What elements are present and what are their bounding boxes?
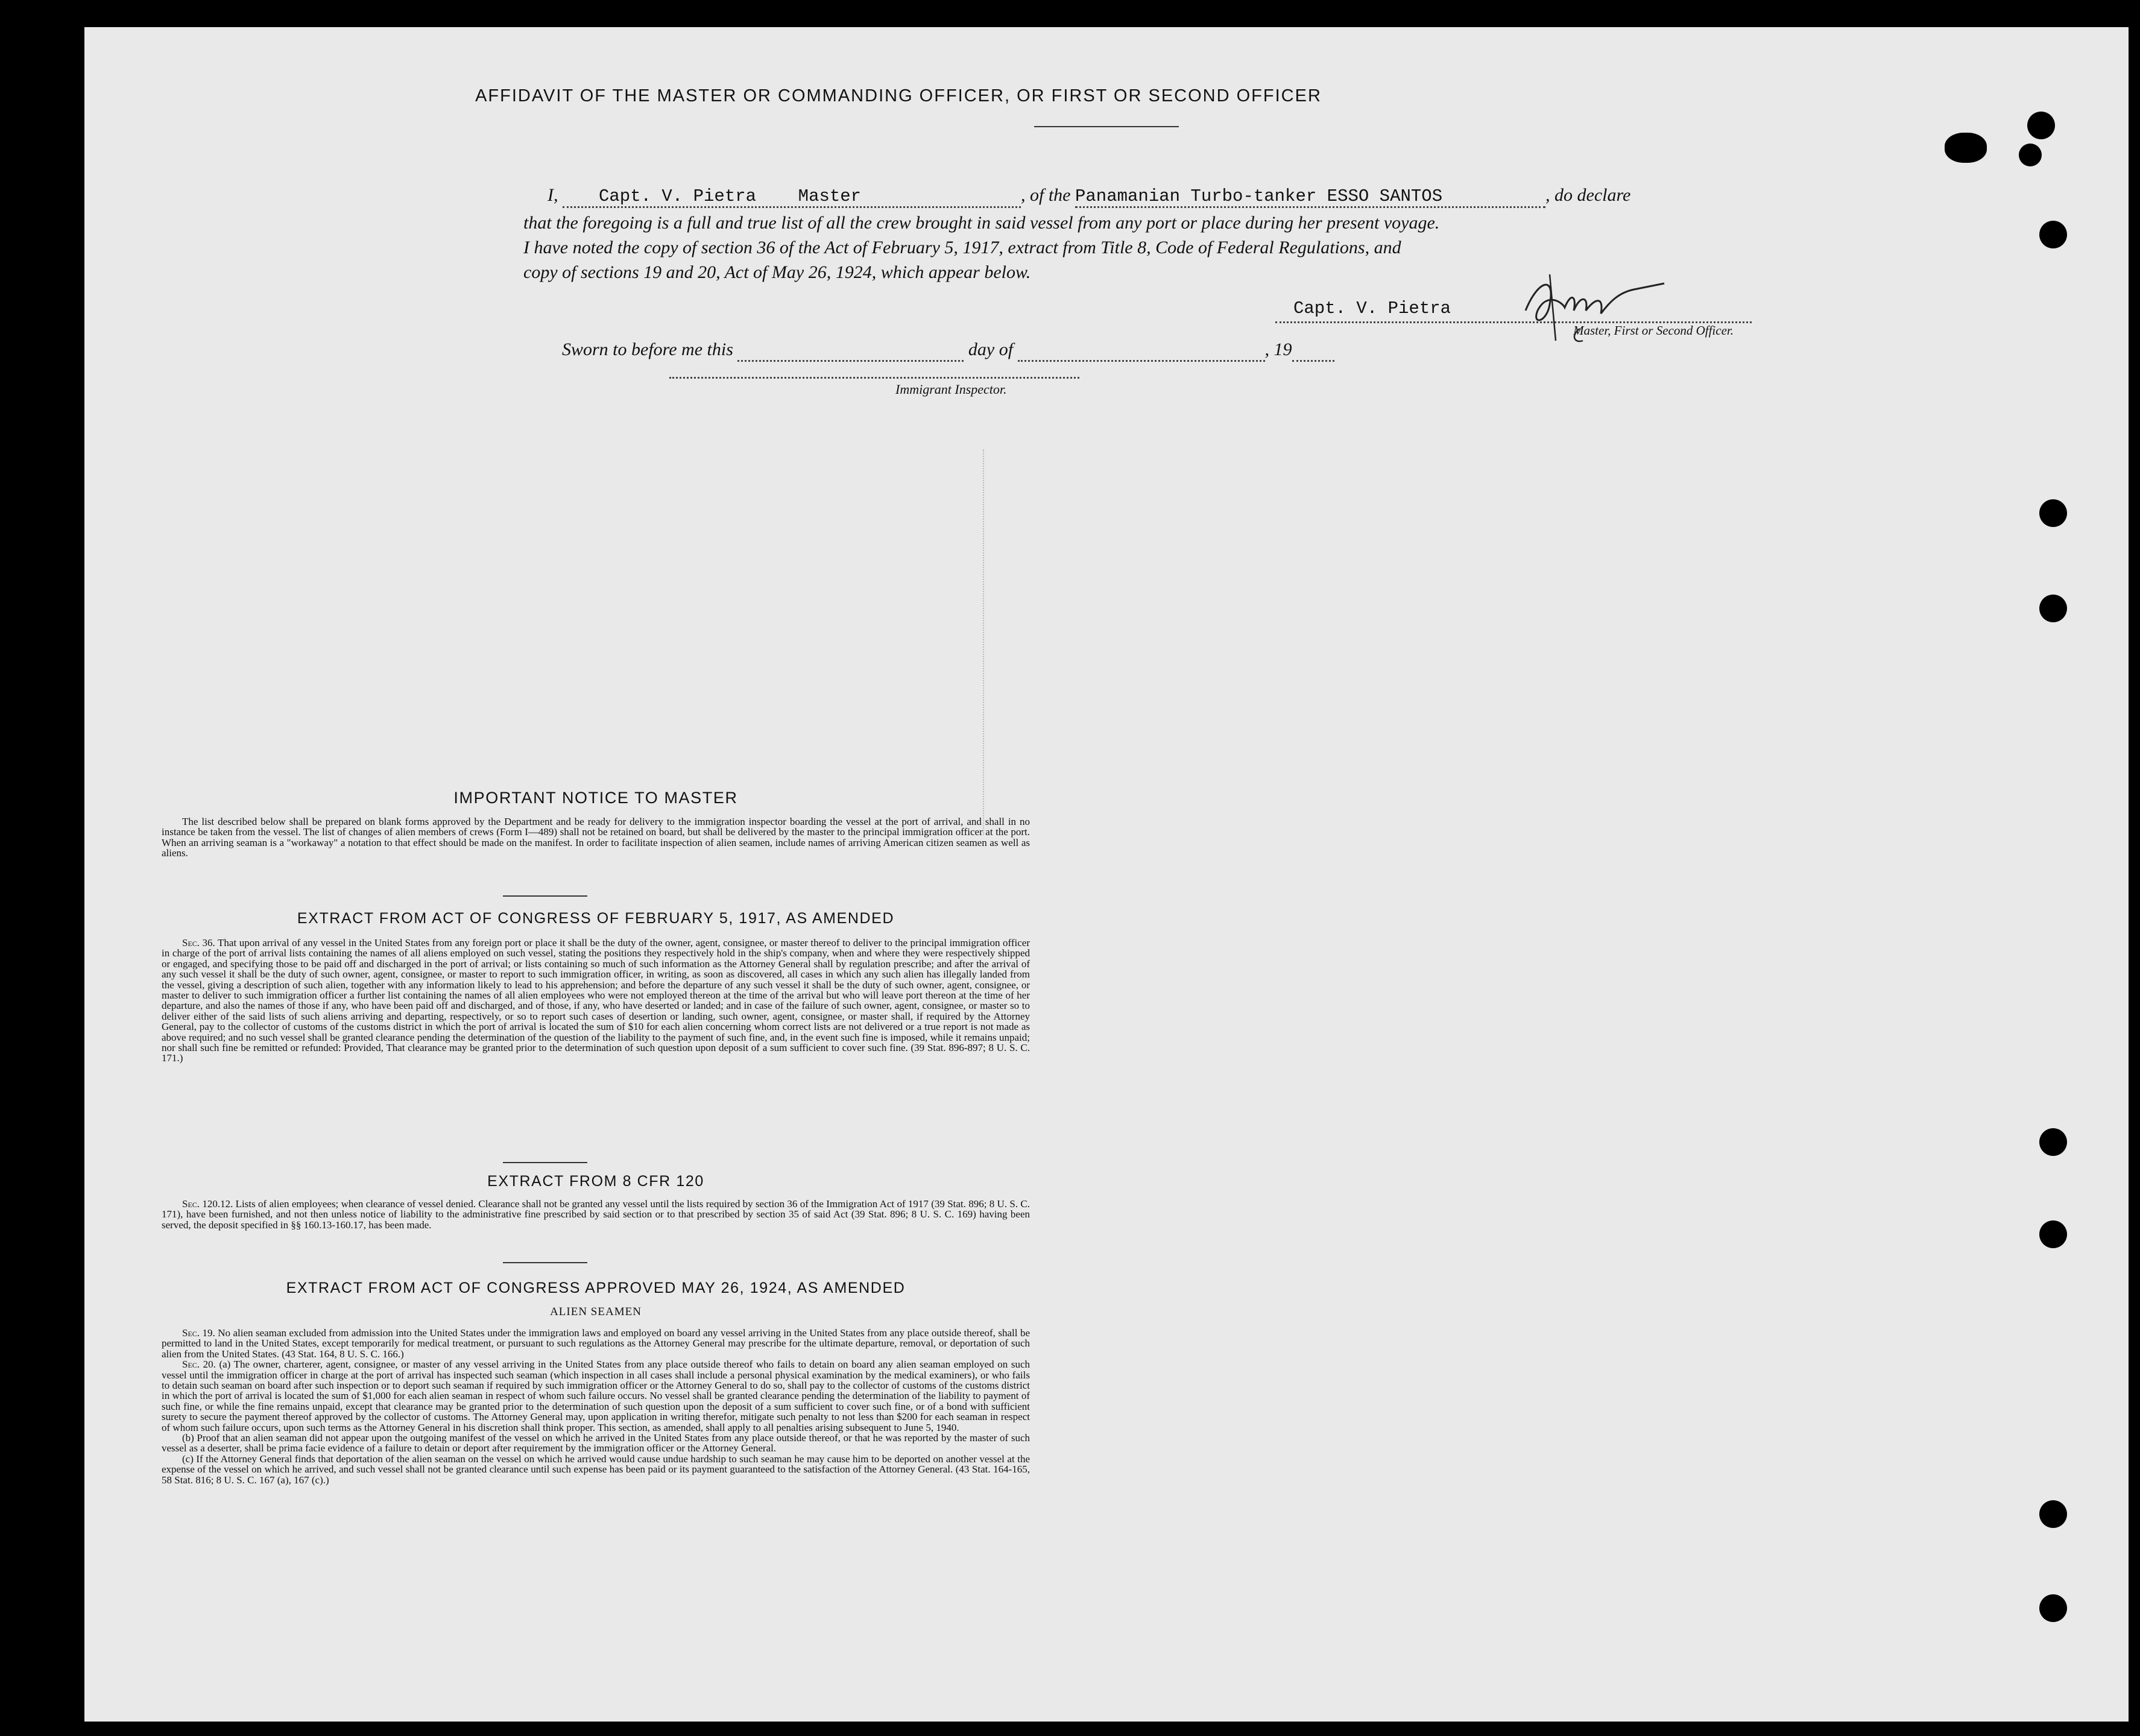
punch-hole-icon bbox=[2039, 499, 2067, 527]
sec-19-paragraph bbox=[162, 1328, 1030, 1359]
sec-19-body: No alien seaman excluded from admission into the United States under the immigration laws and employed on board any vessel arriving in the United States from any place outside thereof, shall be permitted to land in the United States, except temporarily for medical treatment, or pursuant to such regulations as the Attorney General may prescribe for the ultimate departure, removal, or deportation of such alien from the United States. (43 Stat. 164, 8 U. S. C. 166.) bbox=[162, 1327, 1030, 1360]
inspector-caption: Immigrant Inspector. bbox=[895, 382, 1007, 397]
inspector-signature-line bbox=[669, 371, 1079, 379]
sec-20-label: Sec. 20. bbox=[182, 1359, 216, 1371]
sworn-month-field bbox=[1018, 339, 1265, 362]
declaration-line-1 bbox=[548, 185, 1741, 208]
declaration-line-4: copy of sections 19 and 20, Act of May 26, 1924, which appear below. bbox=[523, 262, 1031, 282]
title-divider bbox=[1034, 126, 1179, 127]
extract-1917-title: EXTRACT FROM ACT OF CONGRESS OF FEBRUARY 5, 1917, AS AMENDED bbox=[297, 910, 895, 927]
vessel-field bbox=[1075, 186, 1545, 208]
notice-divider bbox=[503, 895, 587, 897]
vessel-name: Panamanian Turbo-tanker ESSO SANTOS bbox=[1075, 186, 1443, 206]
extract-1917-divider bbox=[503, 1162, 587, 1163]
i-prefix: I, bbox=[548, 185, 558, 205]
sec-20a-paragraph bbox=[162, 1359, 1030, 1433]
sworn-prefix: Sworn to before me this bbox=[562, 339, 733, 359]
sec-36-body: That upon arrival of any vessel in the United States from any foreign port or place it shall be the duty of the owner, agent, consignee, or master thereof to deliver to the principal immigration officer in charge of the port of arrival lists containing the names of all aliens employed on such vessel, stating the positions they respectively hold in the ship's company, when and where they were respectively shipped or engaged, and specifying those to be paid off and discharged in the port of arrival; or lists containing so much of such information as the Attorney General shall by regulation prescribe; and after the arrival of any such vessel it shall be the duty of such owner, agent, consignee, or master to report to such immigration officer, in writing, as soon as discovered, all cases in which any such alien has illegally landed from the vessel, giving a description of such alien, together with any information likely to lead to his apprehension; and before the departure of any such vessel it shall be the duty of such owner, agent, consignee, or master to deliver to such immigration officer a further list containing the names of all alien employees who were not employed thereon at the time of the arrival but who will leave port thereon at the time of her departure, and also the names of those if any, who have been paid off and discharged, and of those, if any, who have deserted or landed; and in case of the failure of such owner, agent, consignee, or master so to deliver either of the said lists of such aliens arriving and departing, respectively, or so to report such cases of desertion or landing, such owner, agent, consignee, or master shall, if required by the Attorney General, pay to the collector of customs of the customs district in which the port of arrival is located the sum of $10 for each alien concerning whom correct lists are not delivered or a true report is not made as above required; and no such vessel shall be granted clearance pending the determination of the question of the liability to the payment of such fine, and, in the event such fine is imposed, while it remains unpaid; nor shall such fine be remitted or refunded: Provided, That clearance may be granted prior to the determination of such question upon deposit of a sum sufficient to cover such fine. (39 Stat. 896-897; 8 U. S. C. 171.) bbox=[162, 937, 1031, 1064]
declarant-name: Capt. V. Pietra bbox=[599, 186, 757, 206]
punch-hole-icon bbox=[2039, 221, 2067, 248]
fold-mark bbox=[983, 449, 984, 835]
signature-caption: Master, First or Second Officer. bbox=[1573, 323, 1734, 338]
punch-hole-icon bbox=[2039, 1220, 2067, 1248]
extract-1924-text bbox=[162, 1328, 1030, 1485]
punch-hole-icon bbox=[2019, 144, 2042, 166]
sworn-day-field bbox=[737, 339, 964, 362]
affidavit-title: AFFIDAVIT OF THE MASTER OR COMMANDING OFFICER, OR FIRST OR SECOND OFFICER bbox=[475, 86, 1322, 106]
punch-hole-icon bbox=[2027, 112, 2055, 139]
declarant-rank: Master bbox=[798, 186, 862, 206]
extract-1917-text bbox=[162, 938, 1030, 1064]
handwritten-signature-icon bbox=[1513, 268, 1670, 353]
signature-block bbox=[1275, 298, 1734, 338]
extract-cfr-title: EXTRACT FROM 8 CFR 120 bbox=[487, 1173, 704, 1190]
sec-19-label: Sec. 19. bbox=[182, 1327, 215, 1339]
of-the-label: , of the bbox=[1021, 185, 1071, 205]
signer-name: Capt. V. Pietra bbox=[1293, 298, 1451, 318]
declaration-line-3: I have noted the copy of section 36 of the Act of February 5, 1917, extract from Title 8, Code of Federal Regulations, and bbox=[523, 238, 1401, 257]
declarant-name-field bbox=[563, 186, 1021, 208]
sworn-year-field bbox=[1292, 339, 1334, 362]
sec-120-body: Lists of alien employees; when clearance of vessel denied. Clearance shall not be granted any vessel until the lists required by section 36 of the Immigration Act of 1917 (39 Stat. 896; 8 U. S. C. 171), have been furnished, and not then unless notice of liability to the administrative fine prescribed by said section or to that prescribed by section 35 of said Act (39 Stat. 896; 8 U. S. C. 169) having been served, the deposit specified in §§ 160.13-160.17, has been made. bbox=[162, 1198, 1030, 1231]
extract-cfr-divider bbox=[503, 1262, 587, 1263]
extract-1924-title: EXTRACT FROM ACT OF CONGRESS APPROVED MAY 26, 1924, AS AMENDED bbox=[286, 1280, 906, 1296]
punch-hole-icon bbox=[2039, 1128, 2067, 1156]
sec-36-label: Sec. 36. bbox=[182, 937, 215, 948]
sec-20b-paragraph: (b) Proof that an alien seaman did not appear upon the outgoing manifest of the vessel on which he arrived in the United States from any place outside thereof, or that he was reported by the master of such vessel as a deserter, shall be prima facie evidence of a failure to detain or deport after requirement by the immigration officer or the Attorney General. bbox=[162, 1432, 1030, 1454]
sec-20a-body: (a) The owner, charterer, agent, consignee, or master of any vessel arriving in the United States from any place outside thereof who fails to detain on board any alien seaman employed on such vessel until the immigration officer in charge at the port of arrival has inspected such seaman (which inspection in all cases shall include a personal physical examination by the medical examiners), or who fails to detain such seaman on board after such inspection or to deport such seaman if required by such immigration officer or the Attorney General to do so, shall pay to the collector of customs of the customs district in which the port of arrival is located the sum of $1,000 for each alien seaman in respect of whom such failure occurs. No vessel shall be granted clearance pending the determination of the liability to payment of such fine, or while the fine remains unpaid, except that clearance may be granted prior to the determination of such question upon the deposit of a sum sufficient to cover such fine, or of a bond with sufficient surety to secure the payment thereof approved by the collector of customs. The Attorney General may, upon application in writing therefor, mitigate such penalty to not less than $200 for each seaman in respect of whom such failure occurs, upon such terms as the Attorney General in his discretion shall think proper. This section, as amended, shall apply to all penalties arising subsequent to June 5, 1940. bbox=[162, 1359, 1030, 1433]
extract-cfr-text bbox=[162, 1199, 1030, 1230]
do-declare-label: , do declare bbox=[1545, 185, 1631, 205]
year-prefix: , 19 bbox=[1264, 339, 1292, 359]
document-page bbox=[84, 27, 2129, 1722]
alien-seamen-subtitle: ALIEN SEAMEN bbox=[550, 1305, 642, 1318]
notice-text: The list described below shall be prepared on blank forms approved by the Department and be ready for delivery to the immigration inspector boarding the vessel at the port of arrival, and shall in no instance be taken from the vessel. The list of changes of alien members of crews (Form I—489) shall not be retained on board, but shall be delivered by the master to the principal immigration officer at the port. When an arriving seaman is a "workaway" a notation to that effect should be made on the manifest. In order to facilitate inspection of alien seamen, include names of arriving American citizen seamen as well as aliens. bbox=[162, 816, 1030, 859]
ink-blot-icon bbox=[1945, 133, 1987, 163]
declaration-line-2: that the foregoing is a full and true list of all the crew brought in said vessel from any port or place during her present voyage. bbox=[523, 213, 1440, 233]
punch-hole-icon bbox=[2039, 595, 2067, 622]
sec-120-label: Sec. 120.12. bbox=[182, 1198, 233, 1210]
sworn-line bbox=[562, 339, 1334, 362]
day-of-label: day of bbox=[968, 339, 1014, 359]
punch-hole-icon bbox=[2039, 1500, 2067, 1528]
sec-20c-paragraph: (c) If the Attorney General finds that deportation of the alien seaman on the vessel on which he arrived would cause undue hardship to such seaman he may cause him to be deported on another vessel at the expense of the vessel on which he arrived, and such vessel shall not be granted clearance until such expense has been paid or its payment guaranteed to the satisfaction of the Attorney General. (43 Stat. 164-165, 58 Stat. 816; 8 U. S. C. 167 (a), 167 (c).) bbox=[162, 1453, 1030, 1486]
notice-title: IMPORTANT NOTICE TO MASTER bbox=[453, 789, 738, 807]
punch-hole-icon bbox=[2039, 1594, 2067, 1622]
